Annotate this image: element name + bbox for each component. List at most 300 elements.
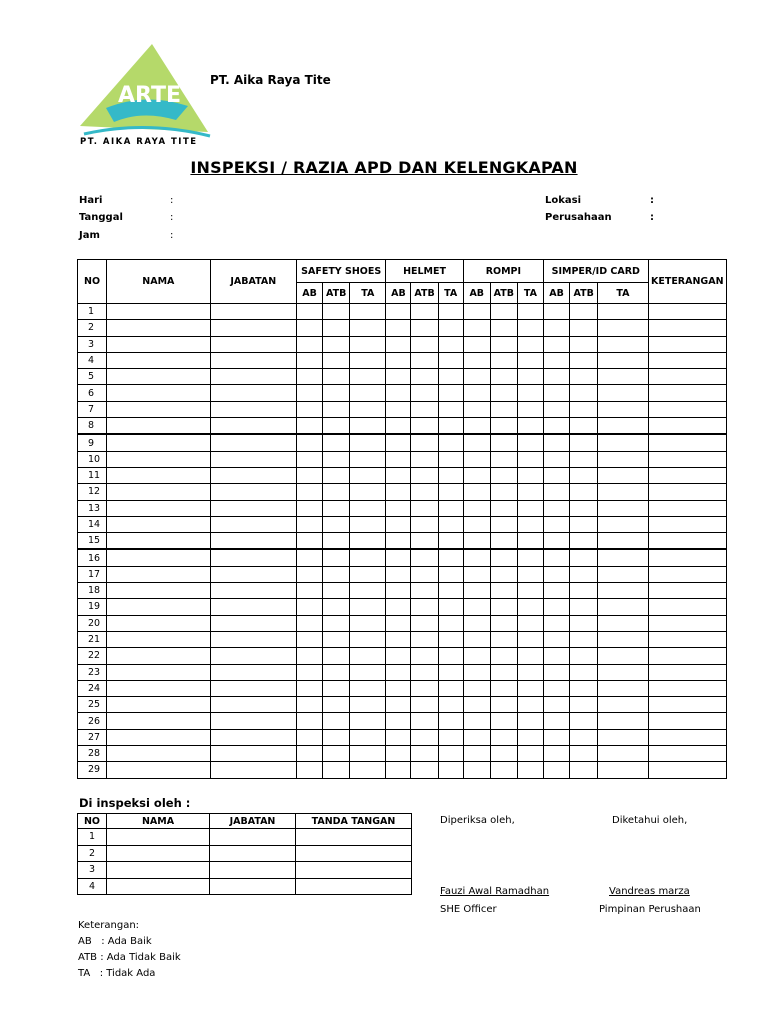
table-cell <box>210 648 296 664</box>
table-row <box>78 434 727 451</box>
known-by-label: Diketahui oleh, <box>612 815 688 826</box>
table-cell <box>517 418 543 435</box>
table-cell <box>544 648 570 664</box>
inspection-table <box>77 259 727 779</box>
table-cell <box>296 320 322 336</box>
table-row <box>78 566 727 582</box>
table-row <box>78 484 727 500</box>
table-cell <box>350 549 386 566</box>
header-keterangan: KETERANGAN <box>648 260 726 304</box>
table-cell <box>570 434 598 451</box>
table-cell <box>296 369 322 385</box>
table-cell <box>648 385 726 401</box>
table-row <box>78 385 727 401</box>
table-cell <box>517 599 543 615</box>
table-cell <box>648 729 726 745</box>
inspector-table <box>77 813 412 895</box>
table-cell <box>570 648 598 664</box>
table-cell <box>544 352 570 368</box>
table-cell <box>210 697 296 713</box>
table-cell <box>210 401 296 417</box>
table-cell <box>386 680 411 696</box>
table-cell <box>648 680 726 696</box>
table-cell <box>570 697 598 713</box>
table-cell <box>570 484 598 500</box>
table-cell <box>323 599 350 615</box>
table-cell <box>386 566 411 582</box>
table-cell <box>598 549 648 566</box>
row-number: 15 <box>78 533 107 550</box>
table-cell <box>598 516 648 532</box>
table-cell <box>323 516 350 532</box>
table-cell <box>438 729 463 745</box>
table-cell <box>350 401 386 417</box>
inspector-row <box>78 829 412 846</box>
table-cell <box>648 336 726 352</box>
row-number: 5 <box>78 369 107 385</box>
table-row <box>78 467 727 483</box>
table-cell <box>411 583 438 599</box>
table-cell <box>411 369 438 385</box>
table-cell <box>648 615 726 631</box>
table-cell <box>296 418 322 435</box>
table-cell <box>490 304 517 320</box>
table-cell <box>648 401 726 417</box>
table-row <box>78 451 727 467</box>
table-cell <box>323 746 350 762</box>
table-cell <box>411 680 438 696</box>
inspector-cell <box>210 878 296 895</box>
table-cell <box>296 385 322 401</box>
table-row <box>78 533 727 550</box>
table-cell <box>598 467 648 483</box>
row-number: 6 <box>78 385 107 401</box>
table-cell <box>210 713 296 729</box>
table-cell <box>438 451 463 467</box>
table-cell <box>598 697 648 713</box>
table-row <box>78 500 727 516</box>
table-cell <box>386 467 411 483</box>
table-cell <box>490 484 517 500</box>
table-cell <box>210 533 296 550</box>
inspector-row <box>78 878 412 895</box>
table-cell <box>107 500 210 516</box>
table-cell <box>386 451 411 467</box>
row-number: 7 <box>78 401 107 417</box>
table-row <box>78 352 727 368</box>
table-cell <box>598 648 648 664</box>
header-simper-id-card: SIMPER/ID CARD <box>544 260 648 283</box>
inspector-cell <box>296 862 412 879</box>
table-cell <box>463 418 490 435</box>
table-cell <box>323 385 350 401</box>
table-cell <box>386 549 411 566</box>
table-cell <box>544 336 570 352</box>
table-cell <box>438 352 463 368</box>
inspector-cell <box>210 845 296 862</box>
table-cell <box>107 599 210 615</box>
table-cell <box>570 401 598 417</box>
table-cell <box>648 484 726 500</box>
table-cell <box>386 304 411 320</box>
table-cell <box>463 631 490 647</box>
table-cell <box>210 500 296 516</box>
table-cell <box>411 467 438 483</box>
table-cell <box>107 369 210 385</box>
table-cell <box>490 533 517 550</box>
table-cell <box>490 451 517 467</box>
table-cell <box>411 418 438 435</box>
table-cell <box>463 583 490 599</box>
table-cell <box>490 500 517 516</box>
sub-ab: AB <box>463 283 490 304</box>
table-cell <box>107 583 210 599</box>
table-cell <box>107 713 210 729</box>
table-cell <box>463 746 490 762</box>
table-cell <box>438 336 463 352</box>
table-cell <box>210 549 296 566</box>
legend-item-ta: TA : Tidak Ada <box>78 968 156 979</box>
table-cell <box>570 566 598 582</box>
table-cell <box>350 336 386 352</box>
table-cell <box>570 583 598 599</box>
table-cell <box>411 533 438 550</box>
table-cell <box>411 352 438 368</box>
table-cell <box>463 533 490 550</box>
table-cell <box>323 697 350 713</box>
table-cell <box>350 648 386 664</box>
table-row <box>78 599 727 615</box>
sub-ta: TA <box>438 283 463 304</box>
table-cell <box>517 631 543 647</box>
table-cell <box>438 631 463 647</box>
table-cell <box>438 664 463 680</box>
sub-atb: ATB <box>323 283 350 304</box>
table-cell <box>544 631 570 647</box>
table-cell <box>490 697 517 713</box>
header-nama: NAMA <box>107 260 210 304</box>
table-cell <box>350 631 386 647</box>
row-number: 20 <box>78 615 107 631</box>
table-cell <box>463 467 490 483</box>
table-cell <box>107 697 210 713</box>
table-cell <box>570 336 598 352</box>
checked-by-role: SHE Officer <box>440 904 497 915</box>
table-cell <box>517 697 543 713</box>
table-cell <box>438 697 463 713</box>
table-cell <box>438 500 463 516</box>
table-cell <box>438 467 463 483</box>
table-cell <box>570 500 598 516</box>
table-cell <box>323 631 350 647</box>
table-row <box>78 583 727 599</box>
row-number: 8 <box>78 418 107 435</box>
table-cell <box>296 549 322 566</box>
table-cell <box>411 320 438 336</box>
table-cell <box>386 352 411 368</box>
table-cell <box>490 746 517 762</box>
header-jabatan: JABATAN <box>210 260 296 304</box>
table-cell <box>598 631 648 647</box>
table-cell <box>386 401 411 417</box>
table-row <box>78 746 727 762</box>
table-cell <box>517 729 543 745</box>
table-cell <box>210 516 296 532</box>
table-cell <box>350 320 386 336</box>
colon-lokasi: : <box>650 195 654 206</box>
sub-ab: AB <box>544 283 570 304</box>
table-cell <box>438 648 463 664</box>
table-cell <box>386 500 411 516</box>
colon-perusahaan: : <box>650 212 654 223</box>
table-cell <box>517 484 543 500</box>
table-cell <box>517 549 543 566</box>
table-cell <box>598 566 648 582</box>
table-cell <box>648 434 726 451</box>
table-cell <box>517 713 543 729</box>
table-cell <box>323 680 350 696</box>
table-cell <box>570 599 598 615</box>
table-cell <box>107 516 210 532</box>
table-cell <box>598 401 648 417</box>
table-cell <box>438 713 463 729</box>
table-cell <box>350 418 386 435</box>
table-cell <box>570 549 598 566</box>
row-number: 12 <box>78 484 107 500</box>
table-cell <box>438 418 463 435</box>
table-cell <box>438 385 463 401</box>
table-cell <box>544 533 570 550</box>
table-cell <box>544 500 570 516</box>
table-cell <box>438 533 463 550</box>
table-cell <box>296 599 322 615</box>
table-cell <box>210 385 296 401</box>
table-cell <box>386 583 411 599</box>
table-cell <box>411 746 438 762</box>
table-cell <box>490 369 517 385</box>
table-cell <box>107 467 210 483</box>
table-cell <box>411 631 438 647</box>
table-cell <box>463 549 490 566</box>
table-cell <box>107 566 210 582</box>
table-cell <box>323 615 350 631</box>
legend-item-atb: ATB : Ada Tidak Baik <box>78 952 181 963</box>
table-cell <box>570 729 598 745</box>
table-cell <box>350 484 386 500</box>
table-cell <box>648 762 726 778</box>
table-cell <box>411 713 438 729</box>
table-cell <box>210 615 296 631</box>
inspector-cell <box>296 829 412 846</box>
table-row <box>78 401 727 417</box>
table-cell <box>598 484 648 500</box>
table-cell <box>323 434 350 451</box>
table-cell <box>107 401 210 417</box>
header-rompi: ROMPI <box>463 260 543 283</box>
table-cell <box>490 680 517 696</box>
table-cell <box>438 599 463 615</box>
table-row <box>78 549 727 566</box>
table-cell <box>386 599 411 615</box>
table-cell <box>210 451 296 467</box>
table-cell <box>350 533 386 550</box>
table-cell <box>350 664 386 680</box>
table-cell <box>438 615 463 631</box>
table-cell <box>544 583 570 599</box>
table-cell <box>323 369 350 385</box>
sub-atb: ATB <box>570 283 598 304</box>
row-number: 16 <box>78 549 107 566</box>
table-cell <box>463 648 490 664</box>
table-cell <box>598 500 648 516</box>
table-cell <box>570 352 598 368</box>
table-cell <box>598 369 648 385</box>
table-cell <box>490 467 517 483</box>
row-number: 24 <box>78 680 107 696</box>
table-cell <box>210 664 296 680</box>
table-cell <box>210 418 296 435</box>
inspector-cell <box>107 829 210 846</box>
table-cell <box>107 304 210 320</box>
table-cell <box>544 762 570 778</box>
sub-ab: AB <box>296 283 322 304</box>
table-cell <box>210 599 296 615</box>
table-cell <box>386 746 411 762</box>
table-cell <box>463 599 490 615</box>
table-cell <box>411 434 438 451</box>
table-cell <box>350 583 386 599</box>
table-cell <box>517 516 543 532</box>
table-cell <box>598 434 648 451</box>
table-cell <box>323 320 350 336</box>
table-cell <box>350 746 386 762</box>
table-cell <box>411 762 438 778</box>
table-cell <box>598 385 648 401</box>
table-cell <box>463 713 490 729</box>
table-cell <box>107 631 210 647</box>
table-cell <box>107 729 210 745</box>
table-cell <box>490 336 517 352</box>
inspector-row-number: 3 <box>78 862 107 879</box>
table-cell <box>323 762 350 778</box>
table-row <box>78 336 727 352</box>
table-cell <box>463 566 490 582</box>
table-cell <box>544 369 570 385</box>
table-cell <box>107 549 210 566</box>
table-cell <box>296 516 322 532</box>
label-tanggal: Tanggal <box>79 212 123 223</box>
table-cell <box>648 631 726 647</box>
table-cell <box>463 401 490 417</box>
row-number: 4 <box>78 352 107 368</box>
table-cell <box>210 729 296 745</box>
table-cell <box>210 566 296 582</box>
table-cell <box>386 729 411 745</box>
row-number: 13 <box>78 500 107 516</box>
table-cell <box>570 615 598 631</box>
table-cell <box>210 680 296 696</box>
row-number: 11 <box>78 467 107 483</box>
table-cell <box>438 583 463 599</box>
table-row <box>78 320 727 336</box>
table-cell <box>386 385 411 401</box>
table-cell <box>411 304 438 320</box>
row-number: 18 <box>78 583 107 599</box>
table-cell <box>411 566 438 582</box>
table-cell <box>350 516 386 532</box>
table-cell <box>323 713 350 729</box>
table-cell <box>210 352 296 368</box>
table-cell <box>350 467 386 483</box>
table-cell <box>350 369 386 385</box>
table-cell <box>648 583 726 599</box>
row-number: 17 <box>78 566 107 582</box>
table-cell <box>411 729 438 745</box>
row-number: 25 <box>78 697 107 713</box>
table-cell <box>210 583 296 599</box>
table-cell <box>648 304 726 320</box>
table-cell <box>107 746 210 762</box>
table-cell <box>438 549 463 566</box>
inspector-cell <box>296 878 412 895</box>
inspector-cell <box>210 862 296 879</box>
table-cell <box>438 484 463 500</box>
page-title: INSPEKSI / RAZIA APD DAN KELENGKAPAN <box>190 158 578 177</box>
table-cell <box>648 320 726 336</box>
table-cell <box>323 566 350 582</box>
table-cell <box>648 664 726 680</box>
table-cell <box>411 599 438 615</box>
table-cell <box>544 729 570 745</box>
table-cell <box>107 352 210 368</box>
table-cell <box>386 697 411 713</box>
table-cell <box>598 713 648 729</box>
table-cell <box>490 583 517 599</box>
table-cell <box>386 434 411 451</box>
table-cell <box>570 680 598 696</box>
table-cell <box>648 467 726 483</box>
table-cell <box>296 762 322 778</box>
table-cell <box>107 533 210 550</box>
table-cell <box>517 385 543 401</box>
table-cell <box>296 664 322 680</box>
table-cell <box>411 336 438 352</box>
company-name: PT. Aika Raya Tite <box>210 73 331 87</box>
table-cell <box>490 516 517 532</box>
table-cell <box>438 434 463 451</box>
inspector-cell <box>296 845 412 862</box>
table-cell <box>517 533 543 550</box>
table-cell <box>438 304 463 320</box>
row-number: 28 <box>78 746 107 762</box>
table-cell <box>544 418 570 435</box>
table-cell <box>296 467 322 483</box>
table-cell <box>648 599 726 615</box>
table-cell <box>350 697 386 713</box>
table-cell <box>107 615 210 631</box>
table-cell <box>517 352 543 368</box>
table-row <box>78 697 727 713</box>
table-cell <box>463 369 490 385</box>
table-cell <box>210 320 296 336</box>
inspector-row <box>78 845 412 862</box>
table-cell <box>517 304 543 320</box>
table-cell <box>544 664 570 680</box>
table-cell <box>350 434 386 451</box>
table-cell <box>323 352 350 368</box>
table-cell <box>323 664 350 680</box>
table-cell <box>323 451 350 467</box>
